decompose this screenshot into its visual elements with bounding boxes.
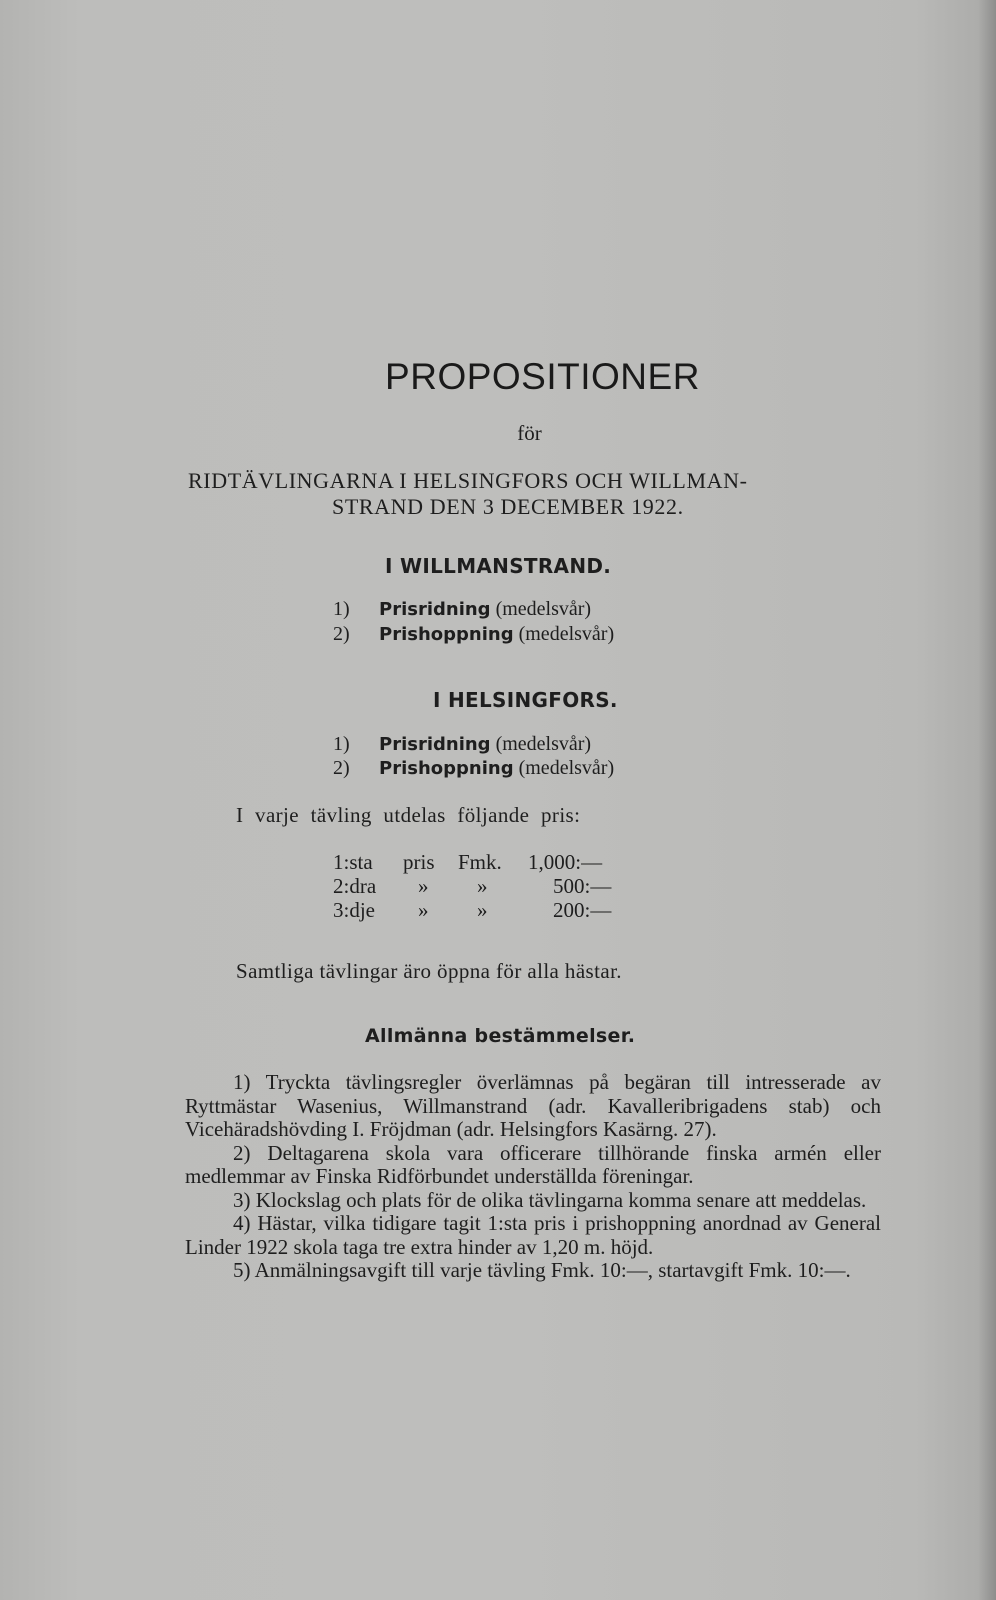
prize-row: [0, 850, 996, 876]
item-note: (medelsvår): [518, 623, 615, 645]
item-note: (medelsvår): [495, 598, 592, 620]
document-title: PROPOSITIONER: [385, 356, 700, 397]
item-name: Prisridning: [379, 734, 491, 755]
item-note: (medelsvår): [495, 733, 592, 755]
prize-row: [0, 874, 996, 900]
section-heading-willmanstrand: I WILLMANSTRAND.: [385, 554, 612, 578]
section-heading-general: Allmänna bestämmelser.: [365, 1025, 636, 1047]
prize-currency: »: [477, 898, 488, 922]
item-name: Prisridning: [379, 599, 491, 620]
prize-place: 2:dra: [333, 874, 377, 898]
rule-paragraph: 2) Deltagarena skola vara officerare tillhörande finska armén eller medlemmar av Finska Ridförbundet underställda föreningar.: [185, 1140, 881, 1188]
subtitle-line-1: RIDTÄVLINGARNA I HELSINGFORS OCH WILLMAN-: [188, 468, 748, 493]
rule-paragraph: 5) Anmälningsavgift till varje tävling Fmk. 10:—, startavgift Fmk. 10:—.: [233, 1258, 851, 1282]
prize-intro: I varje tävling utdelas följande pris:: [236, 803, 581, 827]
item-number: 1): [333, 733, 350, 755]
prize-place: 1:sta: [333, 850, 373, 874]
prize-amount: 1,000:—: [528, 850, 603, 874]
rules-body: [185, 1071, 881, 1283]
prize-word: »: [418, 898, 429, 922]
item-number: 2): [333, 757, 350, 779]
list-item: [333, 623, 614, 646]
prize-row: [0, 898, 996, 924]
item-number: 2): [333, 623, 350, 645]
open-note: Samtliga tävlingar äro öppna för alla hästar.: [236, 959, 622, 983]
prize-word: pris: [403, 850, 435, 874]
prize-place: 3:dje: [333, 898, 375, 922]
prize-currency: Fmk.: [458, 850, 502, 874]
prize-currency: »: [477, 874, 488, 898]
for-word: för: [517, 421, 542, 445]
section-heading-helsingfors: I HELSINGFORS.: [433, 688, 618, 712]
item-number: 1): [333, 598, 350, 620]
page-edge-shadow: [978, 0, 996, 1600]
rule-paragraph: 1) Tryckta tävlingsregler överlämnas på begäran till intresserade av Ryttmästar Wasenius, Willmanstrand (adr. Kavalleribrigadens stab) och Vicehäradshövding I. Fröjdman (adr. Helsingfors Kasärng. 27).: [185, 1070, 881, 1141]
rule-paragraph: 4) Hästar, vilka tidigare tagit 1:sta pris i prishoppning anordnad av General Linder 1922 skola taga tre extra hinder av 1,20 m. höjd.: [185, 1211, 881, 1259]
list-item: [333, 757, 614, 780]
item-name: Prishoppning: [379, 624, 514, 645]
prize-amount: 200:—: [553, 898, 612, 922]
list-item: [333, 733, 591, 756]
prize-word: »: [418, 874, 429, 898]
subtitle-line-2: STRAND DEN 3 DECEMBER 1922.: [332, 494, 684, 519]
prize-amount: 500:—: [553, 874, 612, 898]
item-name: Prishoppning: [379, 758, 514, 779]
list-item: [333, 598, 591, 621]
rule-paragraph: 3) Klockslag och plats för de olika tävlingarna komma senare att meddelas.: [233, 1187, 867, 1212]
item-note: (medelsvår): [518, 757, 615, 779]
